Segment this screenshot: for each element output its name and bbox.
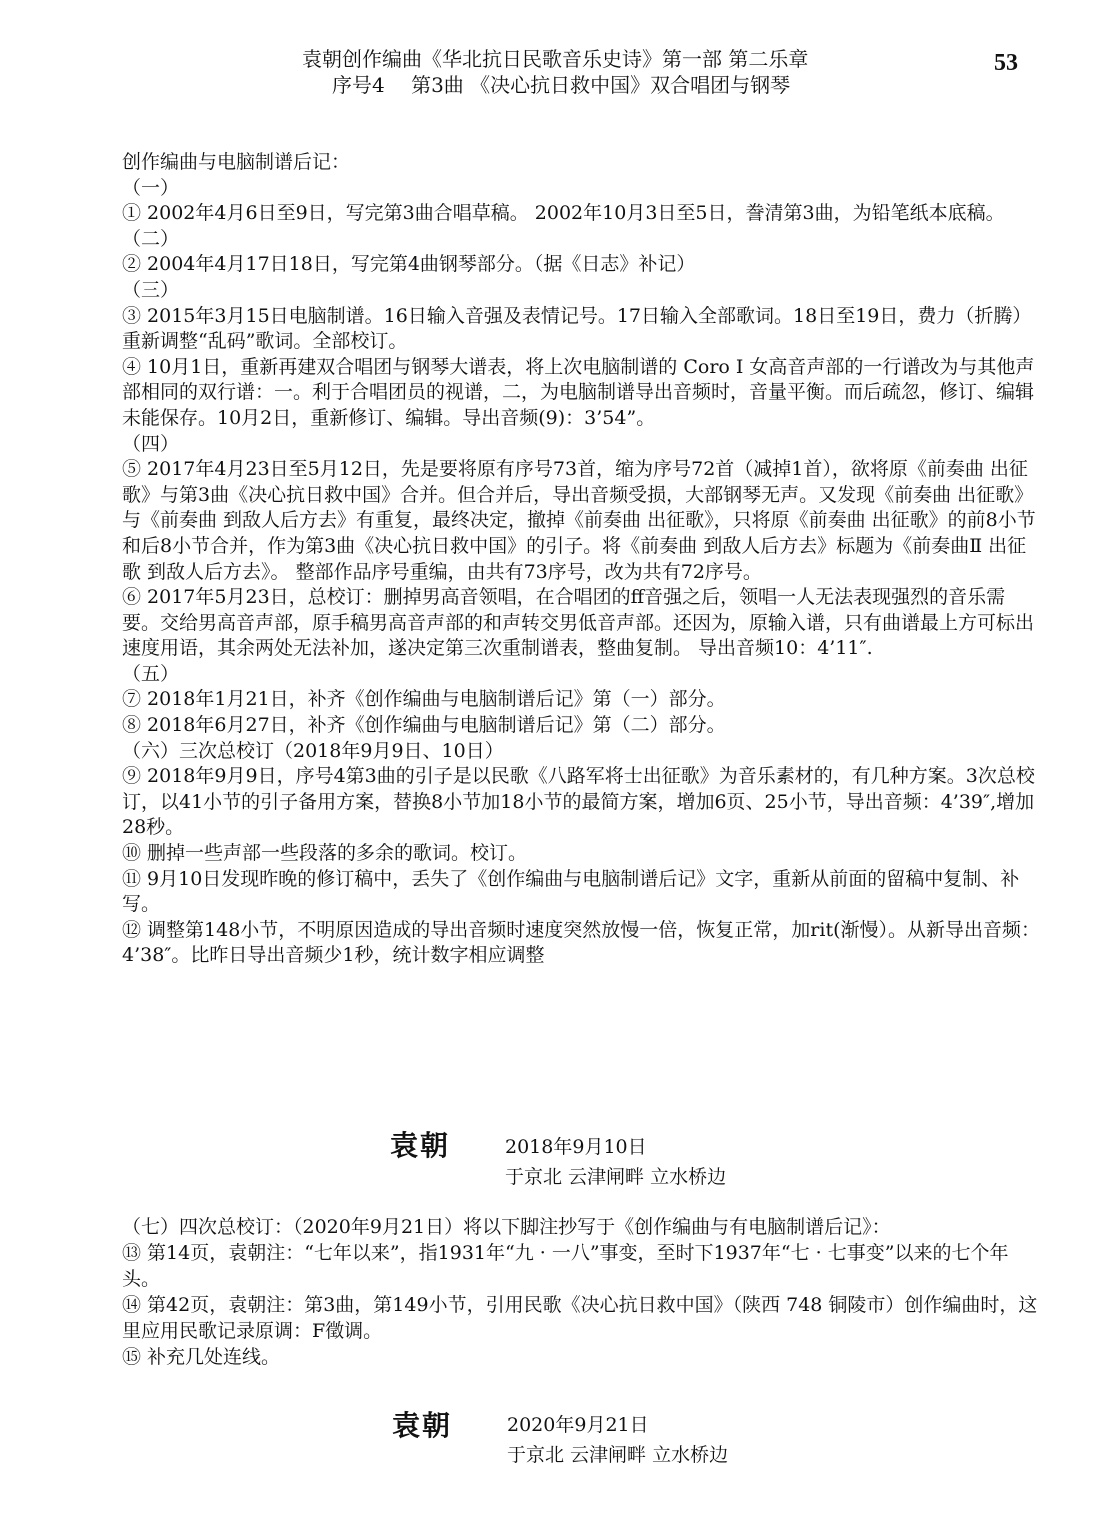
note-4: ④ 10月1日，重新再建双合唱团与钢琴大谱表，将上次电脑制谱的 Coro I 女高音声部的一行谱改为与其他声部相同的双行谱：一。利于合唱团员的视谱，二，为电脑制谱导出音频时，音量平衡。而后疏忽，修订、编辑未能保存。10月2日，重新修订、编辑。导出音频(9)：3’54”。 bbox=[122, 355, 1035, 429]
section-label-4: （四） bbox=[122, 432, 180, 455]
note-7: ⑦ 2018年1月21日，补齐《创作编曲与电脑制谱后记》第（一）部分。 bbox=[122, 688, 726, 711]
note-5: ⑤ 2017年4月23日至5月12日，先是要将原有序号73首，缩为序号72首（减掉1首），欲将原《前奏曲 出征歌》与第3曲《决心抗日救中国》合并。但合并后，导出音频受损，大部钢琴无声。又发现《前奏曲 出征歌》与《前奏曲 到敌人后方去》有重复，最终决定，撤掉《前奏曲 出征歌》，只将原《前奏曲 出征歌》的前8小节和后8小节合并，作为第3曲《决心抗日救中国》的引子。将《前奏曲 到敌人后方去》标题为《前奏曲Ⅱ 出征歌 到敌人后方去》。 整部作品序号重编，由共有73序号，改为共有72序号。 bbox=[122, 458, 1036, 583]
signature-date-2: 2020年9月21日 bbox=[507, 1414, 649, 1436]
afterword-section-7 bbox=[122, 1214, 1042, 1370]
note-3: ③ 2015年3月15日电脑制谱。16日输入音强及表情记号。17日输入全部歌词。18日至19日，费力（折腾）重新调整“乱码”歌词。全部校订。 bbox=[122, 304, 1032, 353]
section-label-1: （一） bbox=[122, 176, 180, 199]
signature-name: 袁朝 bbox=[390, 1129, 451, 1162]
section-label-3: （三） bbox=[122, 278, 180, 301]
afterword-body bbox=[122, 150, 1042, 969]
note-11: ⑪ 9月10日发现昨晚的修订稿中，丢失了《创作编曲与电脑制谱后记》文字，重新从前面的留稿中复制、补写。 bbox=[122, 867, 1020, 916]
note-12: ⑫ 调整第148小节，不明原因造成的导出音频时速度突然放慢一倍，恢复正常，加rit(渐慢）。从新导出音频：4’38″。比昨日导出音频少1秒，统计数字相应调整 bbox=[122, 918, 1041, 967]
section-label-2: （二） bbox=[122, 227, 180, 250]
page-number: 53 bbox=[994, 50, 1018, 76]
note-13: ⑬ 第14页，袁朝注：“七年以来”，指1931年“九 · 一八”事变，至时下1937年“七 · 七事变”以来的七个年头。 bbox=[122, 1242, 1009, 1290]
note-9: ⑨ 2018年9月9日，序号4第3曲的引子是以民歌《八路军将士出征歌》为音乐素材的，有几种方案。3次总校订，以41小节的引子备用方案，替换8小节加18小节的最简方案，增加6页、25小节，导出音频：4’39″,增加28秒。 bbox=[122, 765, 1035, 839]
note-1: ① 2002年4月6日至9日，写完第3曲合唱草稿。 2002年10月3日至5日，誊清第3曲，为铅笔纸本底稿。 bbox=[122, 202, 1005, 225]
section-label-6: （六）三次总校订（2018年9月9日、10日） bbox=[122, 739, 504, 762]
header-subtitle-line: 序号4 第3曲 《决心抗日救中国》双合唱团与钢琴 bbox=[332, 73, 791, 97]
note-2: ② 2004年4月17日18日，写完第4曲钢琴部分。（据《日志》补记） bbox=[122, 253, 696, 276]
note-6: ⑥ 2017年5月23日，总校订：删掉男高音领唱，在合唱团的ff音强之后，领唱一人无法表现强烈的音乐需要。交给男高音声部，原手稿男高音声部的和声转交男低音声部。还因为，原输入谱，只有曲谱最上方可标出速度用语，其余两处无法补加，遂决定第三次重制谱表，整曲复制。 导出音频10：4’11″. bbox=[122, 586, 1035, 660]
note-14: ⑭ 第42页，袁朝注：第3曲，第149小节，引用民歌《决心抗日救中国》（陕西 748 铜陵市）创作编曲时，这里应用民歌记录原调：F徵调。 bbox=[122, 1294, 1038, 1342]
note-15: ⑮ 补充几处连线。 bbox=[122, 1346, 281, 1368]
signature-date: 2018年9月10日 bbox=[505, 1136, 647, 1158]
note-10: ⑩ 删掉一些声部一些段落的多余的歌词。校订。 bbox=[122, 842, 528, 865]
section-label-7: （七）四次总校订：（2020年9月21日）将以下脚注抄写于《创作编曲与有电脑制谱后记》： bbox=[122, 1216, 891, 1238]
section-label-5: （五） bbox=[122, 662, 180, 685]
signature-place-2: 于京北 云津闸畔 立水桥边 bbox=[507, 1444, 729, 1466]
note-8: ⑧ 2018年6月27日，补齐《创作编曲与电脑制谱后记》第（二）部分。 bbox=[122, 714, 726, 737]
signature-place: 于京北 云津闸畔 立水桥边 bbox=[505, 1166, 727, 1188]
afterword-heading: 创作编曲与电脑制谱后记： bbox=[122, 151, 351, 173]
header-title-line: 袁朝创作编曲《华北抗日民歌音乐史诗》第一部 第二乐章 bbox=[302, 47, 809, 71]
signature-name-2: 袁朝 bbox=[392, 1409, 453, 1442]
